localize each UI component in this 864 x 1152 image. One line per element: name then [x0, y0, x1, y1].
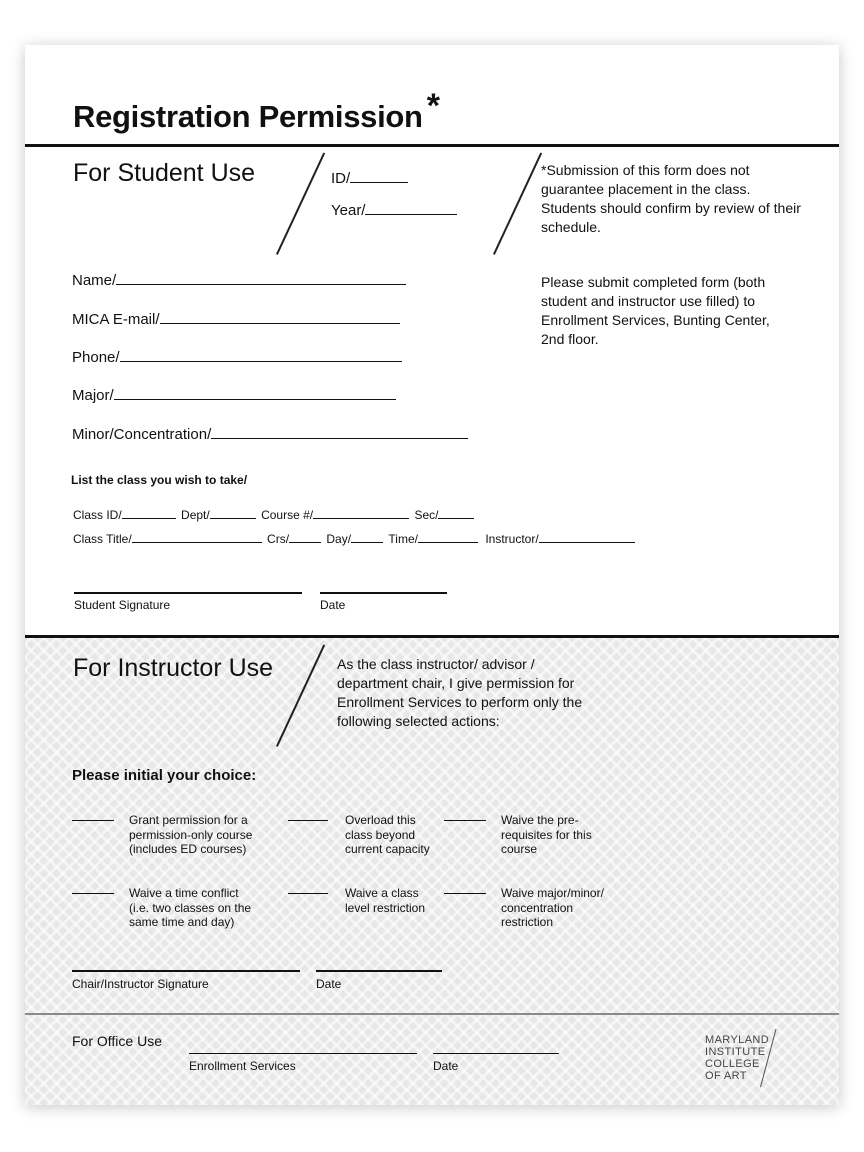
id-label: ID/ — [331, 170, 351, 187]
minor-blank[interactable] — [211, 426, 468, 439]
logo-line-3: COLLEGE — [705, 1058, 760, 1070]
year-field[interactable] — [331, 201, 457, 220]
instructor-signature-label: Chair/Instructor Signature — [72, 977, 209, 991]
office-date-label: Date — [433, 1059, 459, 1073]
class-row-2 — [73, 530, 635, 546]
email-blank[interactable] — [160, 311, 400, 324]
crs-label: Crs/ — [267, 532, 290, 546]
initial-blank-6[interactable] — [444, 881, 486, 894]
enrollment-label: Enrollment Services — [189, 1059, 296, 1073]
enrollment-line[interactable] — [189, 1053, 417, 1054]
initial-prompt: Please initial your choice: — [72, 767, 257, 784]
year-blank[interactable] — [365, 202, 457, 215]
divider-slash — [276, 152, 325, 254]
instructor-section-heading: For Instructor Use — [73, 654, 274, 682]
top-divider — [25, 144, 839, 147]
name-blank[interactable] — [116, 272, 406, 285]
office-heading: For Office Use — [72, 1033, 162, 1049]
course-blank[interactable] — [313, 506, 409, 519]
option-grant-permission: Grant permission for a permission-only course (includes ED courses) — [129, 813, 253, 856]
student-date-label: Date — [320, 598, 346, 612]
option-overload: Overload this class beyond current capacity — [345, 813, 430, 856]
major-label: Major/ — [72, 387, 114, 404]
name-field[interactable] — [72, 272, 406, 289]
option-class-level: Waive a class level restriction — [345, 886, 426, 915]
class-row-1 — [73, 506, 474, 522]
day-label: Day/ — [326, 532, 352, 546]
student-signature-line[interactable] — [74, 592, 302, 594]
initial-blank-3[interactable] — [444, 808, 486, 821]
option-major-restriction: Waive major/minor/ concentration restriction — [501, 886, 604, 929]
initial-blank-1[interactable] — [72, 808, 114, 821]
time-blank[interactable] — [418, 530, 478, 543]
title-asterisk: * — [426, 87, 440, 125]
phone-field[interactable] — [72, 349, 402, 366]
registration-form-page — [25, 45, 839, 1105]
initial-blank-4[interactable] — [72, 881, 114, 894]
student-signature-label: Student Signature — [74, 598, 171, 612]
instructor-blank[interactable] — [539, 530, 635, 543]
page-title — [73, 87, 440, 136]
logo-line-4: OF ART — [705, 1070, 747, 1082]
page-title-text: Registration Permission — [73, 99, 423, 134]
option-waive-prereq: Waive the pre-requisites for this course — [501, 813, 592, 856]
instructor-statement: As the class instructor/ advisor / department chair, I give permission for Enrollment Services to perform only the following selected actions: — [337, 656, 583, 729]
major-blank[interactable] — [114, 387, 396, 400]
logo-line-2: INSTITUTE — [705, 1046, 766, 1058]
class-prompt: List the class you wish to take/ — [71, 473, 248, 487]
office-divider — [25, 1013, 839, 1015]
phone-blank[interactable] — [120, 349, 402, 362]
time-label: Time/ — [388, 532, 418, 546]
submission-note: Please submit completed form (both student and instructor use filled) to Enrollment Services, Bunting Center, 2nd floor. — [541, 274, 770, 347]
placement-note: *Submission of this form does not guarantee placement in the class. Students should confirm by review of their schedule. — [541, 162, 801, 235]
initial-blank-2[interactable] — [288, 808, 328, 821]
class-id-blank[interactable] — [122, 506, 176, 519]
dept-blank[interactable] — [210, 506, 256, 519]
year-label: Year/ — [331, 202, 366, 219]
class-title-label: Class Title/ — [73, 532, 132, 546]
middle-divider — [25, 635, 839, 638]
course-label: Course #/ — [261, 508, 314, 522]
office-date-line[interactable] — [433, 1053, 559, 1054]
mica-logo — [705, 1034, 775, 1082]
sec-label: Sec/ — [414, 508, 439, 522]
sec-blank[interactable] — [438, 506, 474, 519]
id-field[interactable] — [331, 169, 408, 188]
instructor-signature-line[interactable] — [72, 970, 300, 972]
instructor-date-line[interactable] — [316, 970, 442, 972]
minor-label: Minor/Concentration/ — [72, 426, 212, 443]
id-blank[interactable] — [350, 170, 408, 183]
student-section-heading: For Student Use — [73, 159, 256, 187]
dept-label: Dept/ — [181, 508, 210, 522]
name-label: Name/ — [72, 272, 117, 289]
class-id-label: Class ID/ — [73, 508, 122, 522]
student-date-line[interactable] — [320, 592, 447, 594]
crs-blank[interactable] — [289, 530, 321, 543]
day-blank[interactable] — [351, 530, 383, 543]
email-label: MICA E-mail/ — [72, 311, 160, 328]
option-time-conflict: Waive a time conflict (i.e. two classes on the same time and day) — [129, 886, 252, 929]
class-title-blank[interactable] — [132, 530, 262, 543]
instructor-date-label: Date — [316, 977, 342, 991]
phone-label: Phone/ — [72, 349, 120, 366]
major-field[interactable] — [72, 387, 396, 404]
divider-slash — [493, 152, 542, 254]
initial-blank-5[interactable] — [288, 881, 328, 894]
logo-line-1: MARYLAND — [705, 1034, 770, 1046]
email-field[interactable] — [72, 311, 400, 328]
instructor-label: Instructor/ — [485, 532, 539, 546]
minor-field[interactable] — [72, 426, 468, 443]
